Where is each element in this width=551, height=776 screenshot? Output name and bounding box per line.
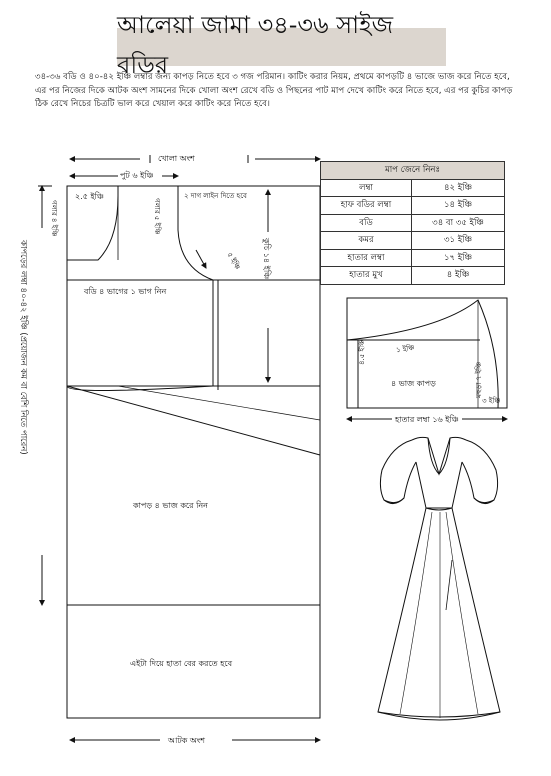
row-value: ৪২ ইঞ্চি: [412, 179, 505, 197]
row-name: হাফ বডির লম্বা: [321, 197, 412, 215]
skirt-diagonal-2: [118, 386, 320, 420]
neck-width-label: ২.৫ ইঞ্চি: [75, 192, 104, 201]
page-title: আলেয়া জামা ৩৪-৩৬ সাইজ বডির: [117, 28, 446, 66]
sleeve-left-label: ৪.৫ ইঞ্চি: [358, 339, 366, 365]
row-name: লম্বা: [321, 179, 412, 197]
table-row: [321, 232, 505, 250]
sleeve-bottom-label: হাতার লম্বা ১৬ ইঞ্চি: [395, 415, 459, 424]
kuchi-label: কুচি ১৪ ইঞ্চি: [262, 238, 271, 280]
measurement-table: [320, 161, 505, 285]
sleeve-right-label: মহুড়া ৭ ইঞ্চি: [475, 361, 483, 398]
table-header: মাপ জেনে নিনঃ: [321, 162, 505, 180]
neck-depth-right-label: গলার ৫ ইঞ্চি: [153, 198, 161, 235]
dress-illustration: [378, 437, 500, 720]
table-row: [321, 197, 505, 215]
shoulder-note: ২ দাগ লাইন দিতে হবে: [184, 192, 247, 200]
row-value: ৩৪ বা ৩৫ ইঞ্চি: [412, 214, 505, 232]
left-length-label: কাপড়ের লম্বা ৪০-৪২ ইঞ্চি (প্রয়োজন কম বা বেশি নিতে পারেন): [18, 240, 28, 455]
armhole-label: ৫ ইঞ্চি: [225, 251, 242, 272]
table-row: [321, 267, 505, 285]
neck-depth-left-label: গলার ৪ ইঞ্চি: [50, 200, 58, 237]
table-row: [321, 214, 505, 232]
sleeve-top-label: ১ ইঞ্চি: [395, 343, 415, 355]
armhole-arrow: [196, 250, 206, 268]
body-quarter-label: বডি ৪ ভাগের ১ ভাগ নিন: [84, 287, 167, 296]
fold-label: কাপড় ৪ ভাজ করে নিন: [133, 501, 208, 510]
sleeve-corner-label: ৩ ইঞ্চি: [482, 397, 501, 405]
row-name: হাতার মুখ: [321, 267, 412, 285]
row-name: বডি: [321, 214, 412, 232]
row-value: ৪ ইঞ্চি: [412, 267, 505, 285]
open-side-label: খোলা অংশ: [158, 154, 195, 163]
row-name: কমর: [321, 232, 412, 250]
sleeve-center-label: ৪ ভাজ কাপড়: [391, 379, 436, 388]
row-value: ৩১ ইঞ্চি: [412, 232, 505, 250]
closed-side-label: আটক অংশ: [168, 736, 205, 745]
table-row: [321, 249, 505, 267]
row-value: ১৪ ইঞ্চি: [412, 197, 505, 215]
sleeve-cut-label: এইটা দিয়ে হাতা বের করতে হবে: [130, 659, 233, 668]
skirt-diagonal-1: [67, 386, 320, 455]
table-row: [321, 179, 505, 197]
put-label: পুট ৬ ইঞ্চি: [120, 171, 154, 180]
intro-text: ৩৪-৩৬ বডি ও ৪০-৪২ ইঞ্চি লম্বার জন্য কাপড় নিতে হবে ৩ গজ পরিমান। কাটিং করার নিয়ম, প্রথমে কাপড়টি ৪ ভাজে ভাজ করে নিতে হবে, এর পর নিজের দিকে আটক অংশ সামনের দিকে খোলা অংশ রেখে বডি ও পিছনের পাট মাপ দেখে কাটিং করে নিতে হবে, এর পর কুচির কাপড় ঠিক রেখে নিচের চিত্রটি ভাল করে খেয়াল করে কাটিং করে নিতে হবে।: [35, 72, 513, 109]
fabric-rect: [67, 186, 320, 718]
row-name: হাতার লম্বা: [321, 249, 412, 267]
row-value: ১৭ ইঞ্চি: [412, 249, 505, 267]
